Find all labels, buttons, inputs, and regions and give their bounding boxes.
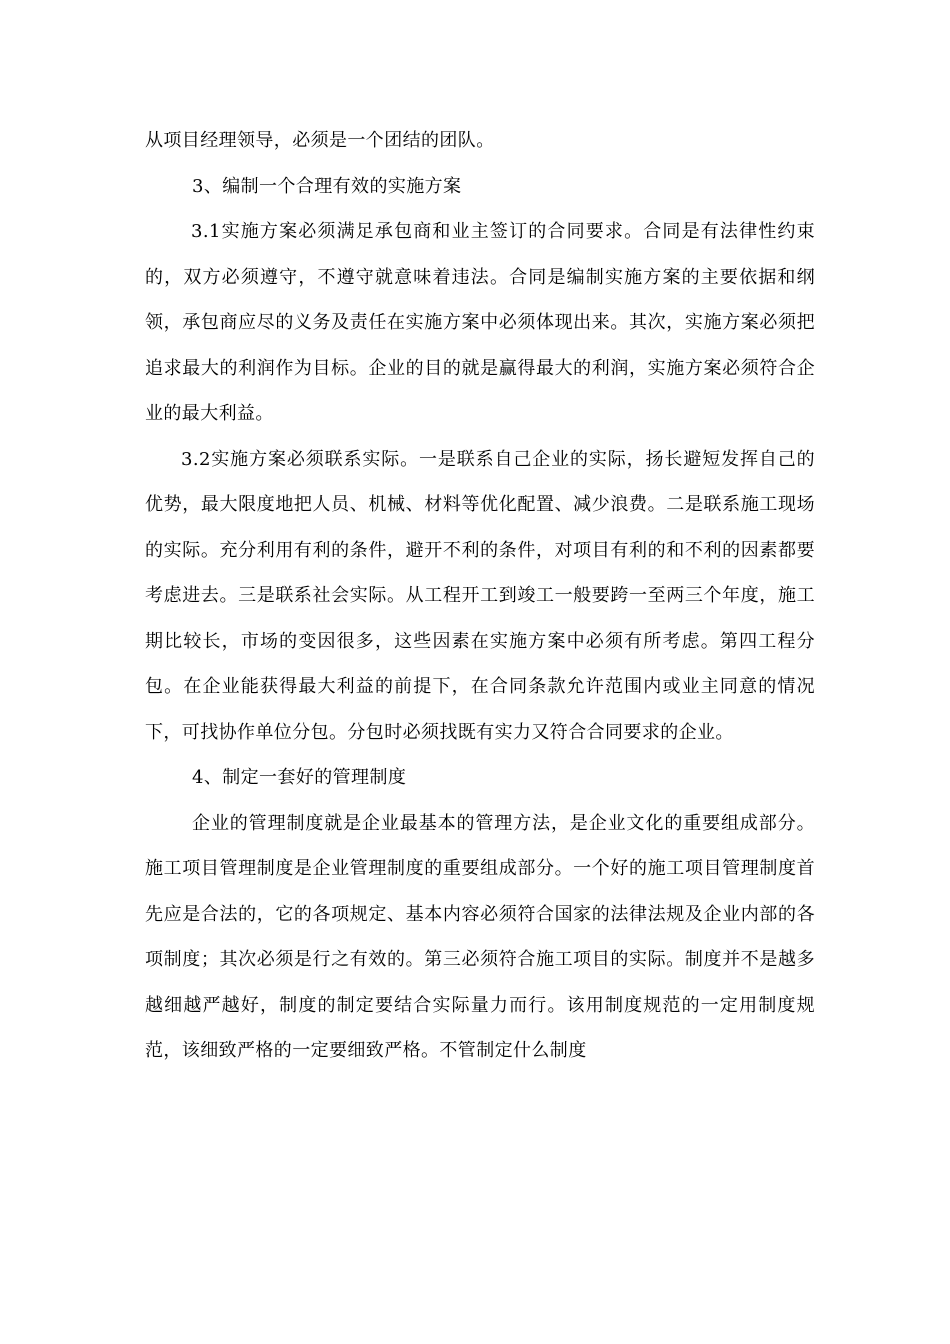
paragraph-3-1: 3.1实施方案必须满足承包商和业主签订的合同要求。合同是有法律性约束的，双方必须遵守，不遵守就意味着违法。合同是编制实施方案的主要依据和纲领，承包商应尽的义务及责任在实施方案中必须体现出来。其次，实施方案必须把追求最大的利润作为目标。企业的目的就是赢得最大的利润，实施方案必须符合企业的最大利益。 [145,221,815,424]
paragraph-3-2: 3.2实施方案必须联系实际。一是联系自己企业的实际，扬长避短发挥自己的优势，最大限度地把人员、机械、材料等优化配置、减少浪费。二是联系施工现场的实际。充分利用有利的条件，避开不利的条件，对项目有利的和不利的因素都要考虑进去。三是联系社会实际。从工程开工到竣工一般要跨一至两三个年度，施工期比较长，市场的变因很多，这些因素在实施方案中必须有所考虑。第四工程分包。在企业能获得最大利益的前提下，在合同条款允许范围内或业主同意的情况下，可找协作单位分包。分包时必须找既有实力又符合合同要求的企业。 [145,448,815,743]
paragraph-continuation: 从项目经理领导，必须是一个团结的团队。 [145,130,495,151]
paragraph-4: 企业的管理制度就是企业最基本的管理方法，是企业文化的重要组成部分。施工项目管理制度是企业管理制度的重要组成部分。一个好的施工项目管理制度首先应是合法的，它的各项规定、基本内容必须符合国家的法律法规及企业内部的各项制度；其次必须是行之有效的。第三必须符合施工项目的实际。制度并不是越多越细越严越好，制度的制定要结合实际量力而行。该用制度规范的一定用制度规范，该细致严格的一定要细致严格。不管制定什么制度 [145,812,815,1061]
document-body [145,118,815,1074]
section-heading-4: 4、制定一套好的管理制度 [192,767,407,788]
section-heading-3: 3、编制一个合理有效的实施方案 [192,175,462,197]
